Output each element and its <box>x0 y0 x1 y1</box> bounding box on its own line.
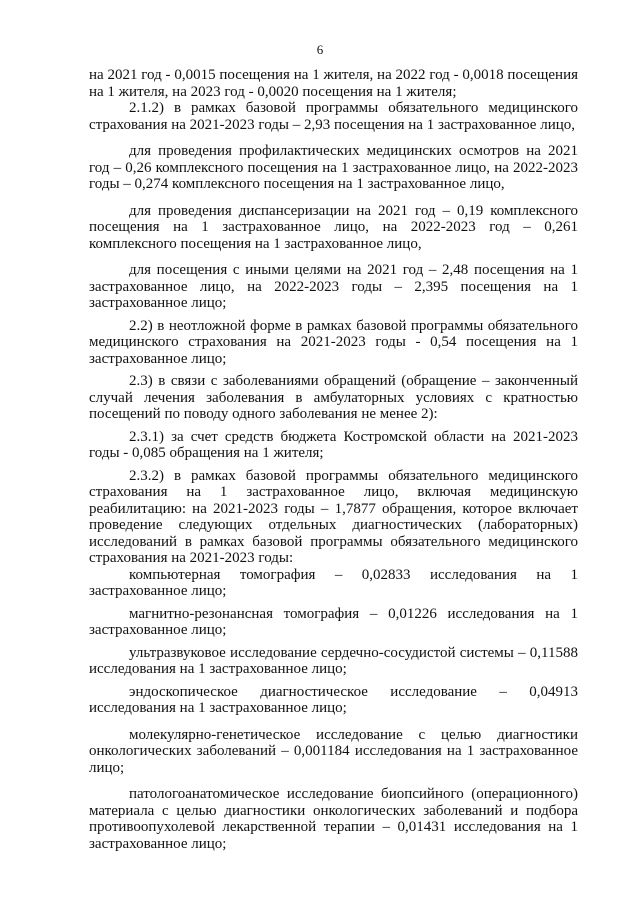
paragraph-12: ультразвуковое исследование сердечно-сосудистой системы – 0,11588 исследования на 1 застрахованное лицо; <box>89 644 578 677</box>
paragraph-1: на 2021 год - 0,0015 посещения на 1 жителя, на 2022 год - 0,0018 посещения на 1 жителя, на 2023 год - 0,0020 посещения на 1 жителя; <box>89 67 578 100</box>
paragraph-14: молекулярно-генетическое исследование с целью диагностики онкологических заболеваний – 0,001184 исследования на 1 застрахованное лицо; <box>89 726 578 776</box>
paragraph-3: для проведения профилактических медицинских осмотров на 2021 год – 0,26 комплексного посещения на 1 застрахованное лицо, на 2022-2023 годы – 0,274 комплексного посещения на 1 застрахованное лицо, <box>89 143 578 192</box>
paragraph-6: 2.2) в неотложной форме в рамках базовой программы обязательного медицинского страхования на 2021-2023 годы - 0,54 посещения на 1 застрахованное лицо; <box>89 317 578 367</box>
document-body <box>89 67 578 852</box>
paragraph-4: для проведения диспансеризации на 2021 год – 0,19 комплексного посещения на 1 застрахованное лицо, на 2022-2023 год – 0,261 комплексного посещения на 1 застрахованное лицо, <box>89 202 578 252</box>
paragraph-9: 2.3.2) в рамках базовой программы обязательного медицинского страхования на 1 застрахованное лицо, включая медицинскую реабилитацию: на 2021-2023 годы – 1,7877 обращения, которое включает проведение следующих отдельных диагностических (лабораторных) исследований в рамках базовой программы обязательного медицинского страхования на 2021-2023 годы: <box>89 467 578 566</box>
paragraph-11: магнитно-резонансная томография – 0,01226 исследования на 1 застрахованное лицо; <box>89 605 578 638</box>
paragraph-10: компьютерная томография – 0,02833 исследования на 1 застрахованное лицо; <box>89 566 578 599</box>
paragraph-8: 2.3.1) за счет средств бюджета Костромской области на 2021-2023 годы - 0,085 обращения на 1 жителя; <box>89 428 578 461</box>
page-number: 6 <box>316 42 324 57</box>
paragraph-2: 2.1.2) в рамках базовой программы обязательного медицинского страхования на 2021-2023 годы – 2,93 посещения на 1 застрахованное лицо, <box>89 100 578 133</box>
paragraph-7: 2.3) в связи с заболеваниями обращений (обращение – законченный случай лечения заболевания в амбулаторных условиях с кратностью посещений по поводу одного заболевания не менее 2): <box>89 373 578 422</box>
paragraph-5: для посещения с иными целями на 2021 год – 2,48 посещения на 1 застрахованное лицо, на 2022-2023 годы – 2,395 посещения на 1 застрахованное лицо; <box>89 262 578 311</box>
paragraph-13: эндоскопическое диагностическое исследование – 0,04913 исследования на 1 застрахованное лицо; <box>89 683 578 716</box>
paragraph-15: патологоанатомическое исследование биопсийного (операционного) материала с целью диагностики онкологических заболеваний и подбора противоопухолевой лекарственной терапии – 0,01431 исследования на 1 застрахованное лицо; <box>89 786 578 852</box>
